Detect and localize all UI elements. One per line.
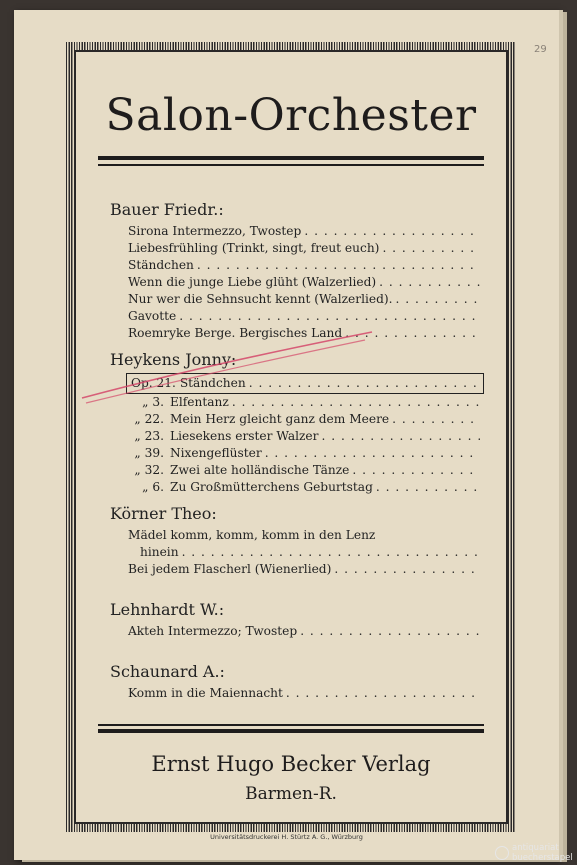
publisher-name: Ernst Hugo Becker Verlag: [151, 752, 431, 776]
bookshop-logo-icon: [495, 846, 509, 860]
decorative-border: [66, 42, 516, 832]
pencil-mark: 29: [534, 44, 547, 55]
title-rule: [98, 156, 484, 160]
list-item-boxed: Op. 21. Ständchen . . .: [126, 373, 484, 394]
list-item: Liebesfrühling (Trinkt, singt, freut euch) . . .: [128, 240, 480, 257]
bottom-rule-thin: [98, 724, 484, 726]
title-rule-thin: [98, 164, 484, 166]
list-item: Komm in die Maiennacht . . .: [128, 685, 480, 702]
cover-panel: [74, 50, 508, 824]
composer-heading: Lehnhardt W.:: [110, 600, 225, 619]
list-item: Bei jedem Flascherl (Wienerlied) . . .: [128, 561, 480, 578]
list-item: „ 6. Zu Großmütterchens Geburtstag . . .: [128, 479, 480, 496]
cover-title: Salon-Orchester: [105, 90, 477, 141]
music-cover-page: [14, 10, 559, 860]
printer-imprint: Universitätsdruckerei H. Stürtz A. G., Würzburg: [210, 833, 363, 841]
list-item: „ 39. Nixengeflüster . . .: [128, 445, 480, 462]
list-item: Mädel komm, komm, komm in den Lenz: [128, 528, 376, 542]
antiquariat-watermark: antiquariat buecherstapel: [495, 843, 575, 863]
publisher-city: Barmen-R.: [245, 784, 337, 804]
list-item: Roemryke Berge. Bergisches Land . . .: [128, 325, 480, 342]
composer-heading: Heykens Jonny:: [110, 350, 237, 369]
list-item: „ 23. Liesekens erster Walzer . . .: [128, 428, 480, 445]
list-item: „ 32. Zwei alte holländische Tänze . . .: [128, 462, 480, 479]
list-item: „ 22. Mein Herz gleicht ganz dem Meere . . .: [128, 411, 480, 428]
composer-heading: Körner Theo:: [110, 504, 217, 523]
composer-heading: Schaunard A.:: [110, 662, 225, 681]
list-item: „ 3. Elfentanz . . .: [128, 394, 480, 411]
list-item: Akteh Intermezzo; Twostep . . .: [128, 623, 480, 640]
list-item: Ständchen . . .: [128, 257, 480, 274]
repertoire-list: [110, 192, 480, 702]
list-item: Sirona Intermezzo, Twostep . . .: [128, 223, 480, 240]
list-item: Wenn die junge Liebe glüht (Walzerlied) . . .: [128, 274, 480, 291]
composer-heading: Bauer Friedr.:: [110, 200, 224, 219]
list-item: Gavotte . . .: [128, 308, 480, 325]
list-item-continuation: hinein . . .: [140, 544, 480, 561]
bottom-rule: [98, 729, 484, 733]
list-item: Nur wer die Sehnsucht kennt (Walzerlied). . . .: [128, 291, 480, 308]
